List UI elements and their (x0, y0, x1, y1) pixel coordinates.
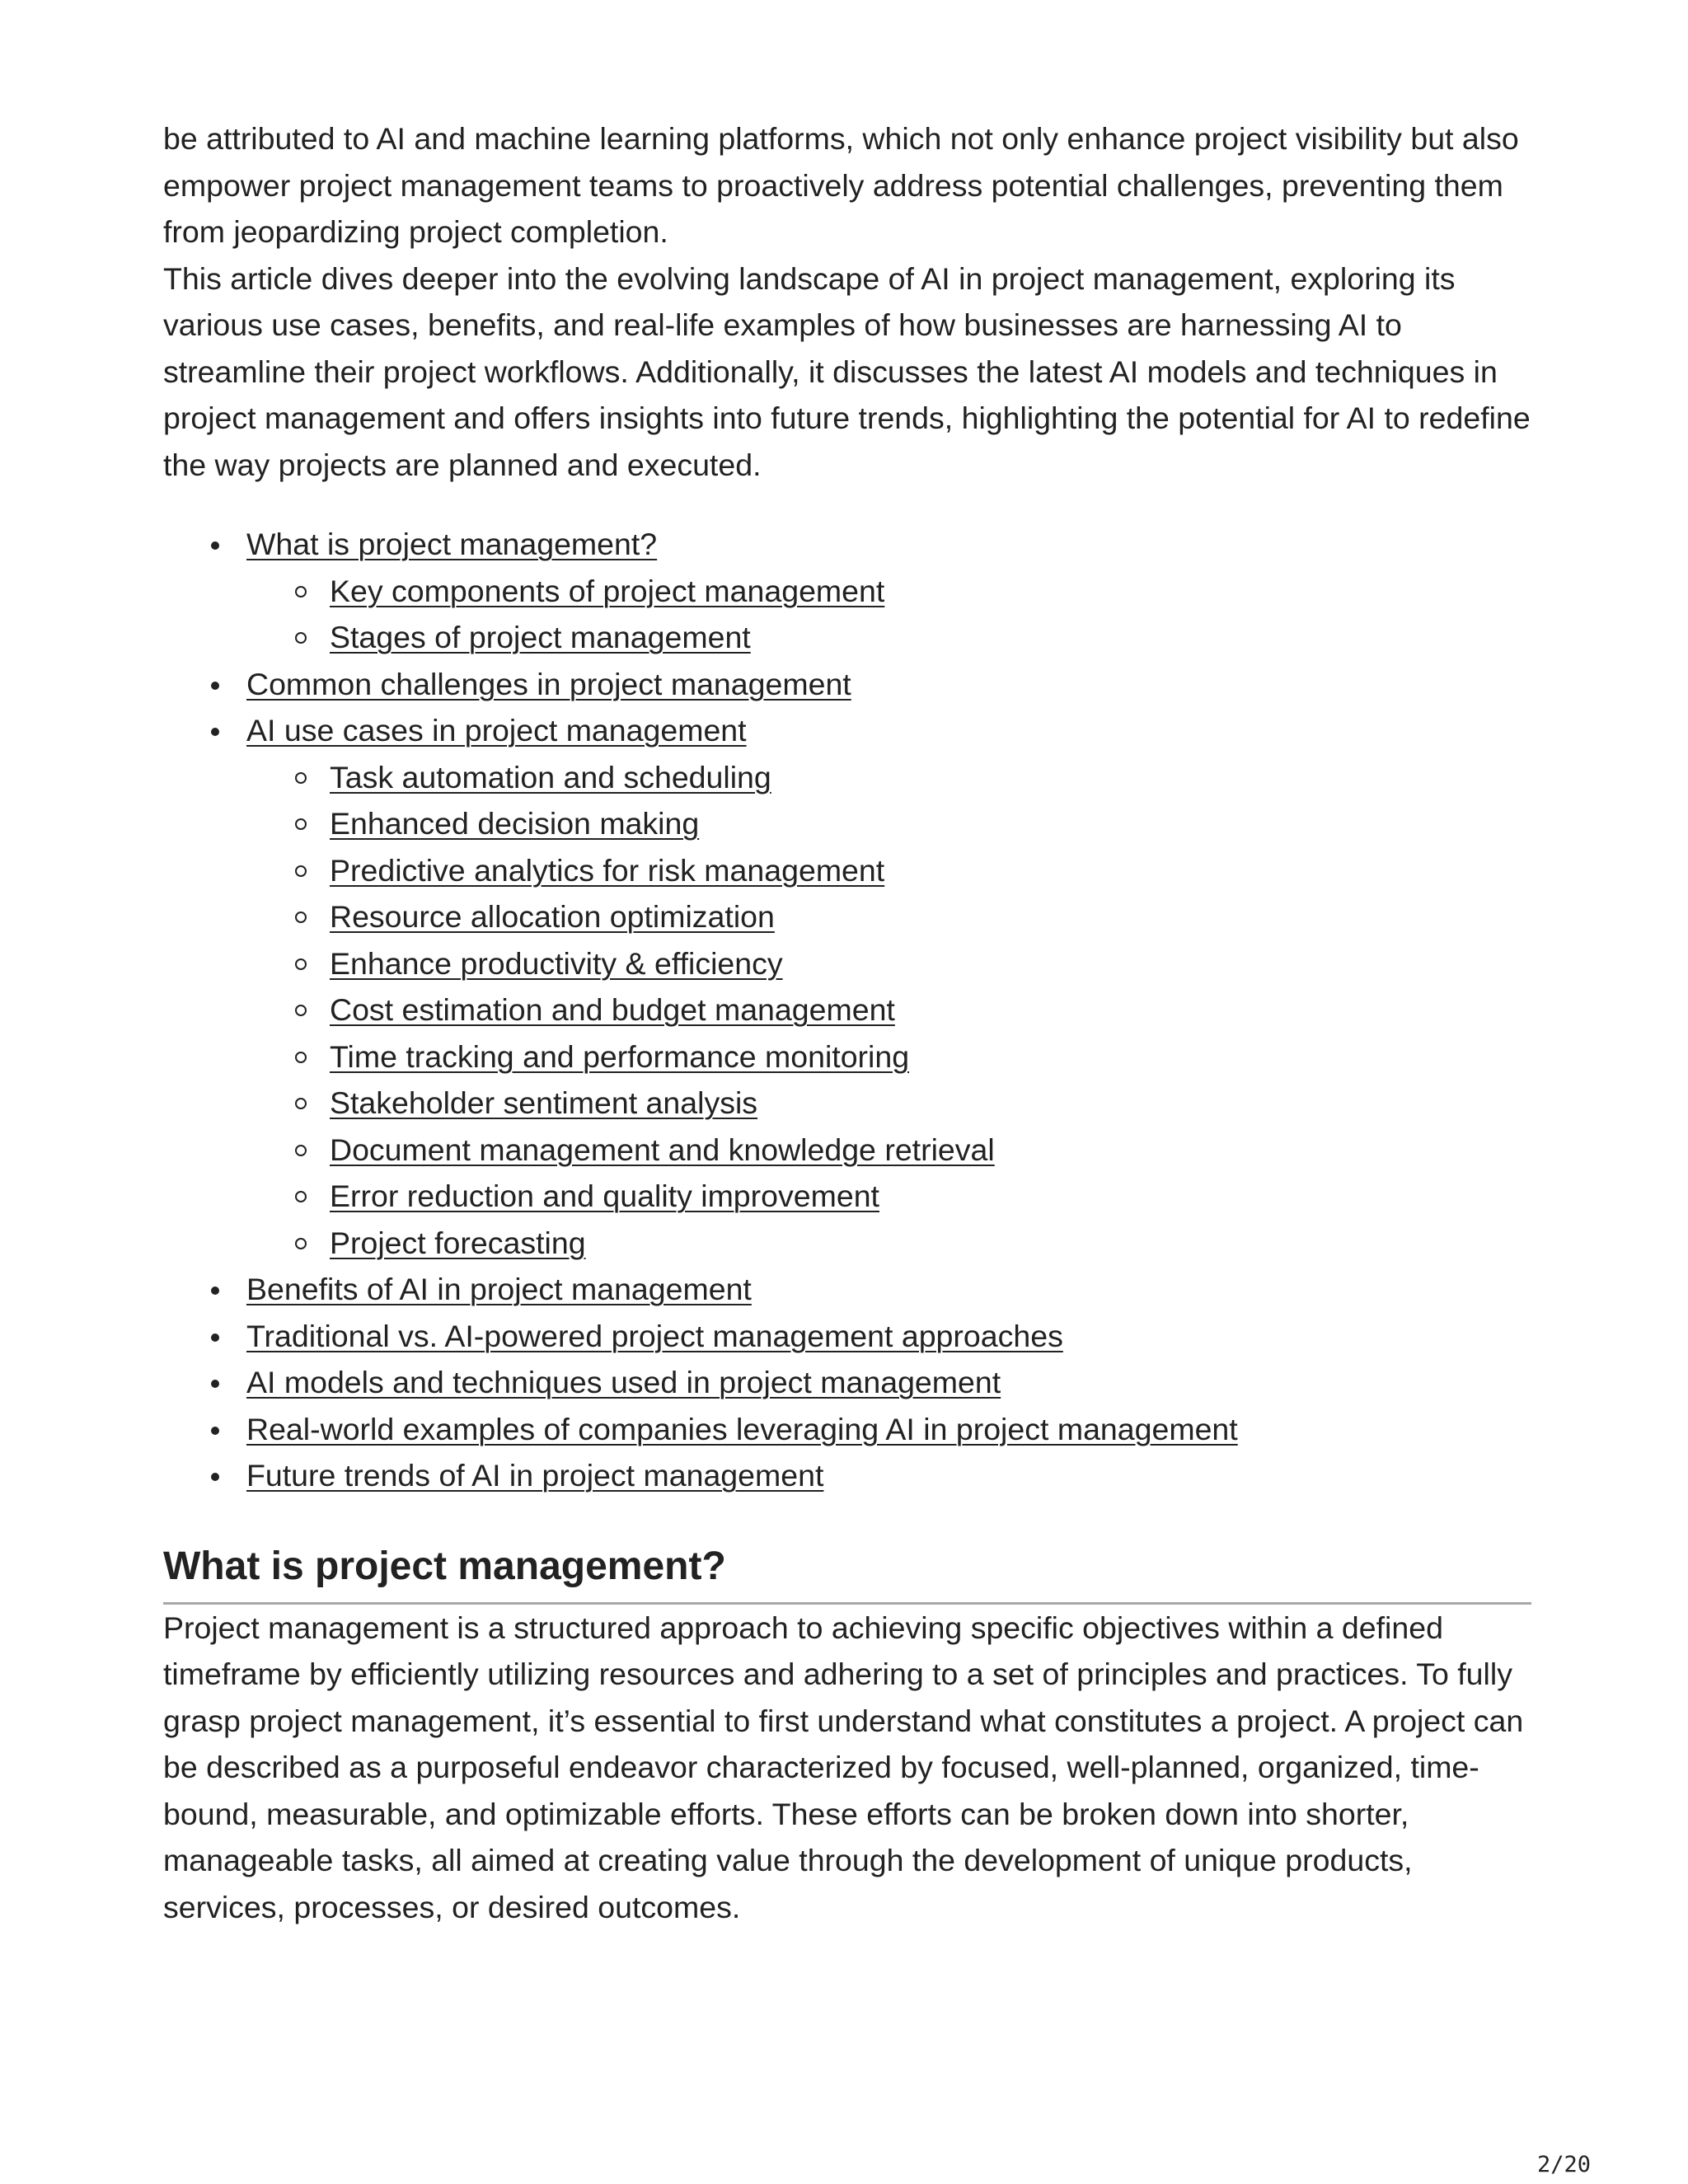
toc-link[interactable]: Real-world examples of companies leveraging AI in project management (246, 1411, 1238, 1446)
toc-sublink[interactable]: Enhance productivity & efficiency (330, 945, 783, 981)
toc-sublink[interactable]: Error reduction and quality improvement (330, 1179, 879, 1213)
article-content (163, 115, 1531, 1930)
toc-sublist (246, 754, 1531, 1267)
toc-sublink[interactable]: Cost estimation and budget management (330, 992, 895, 1027)
toc-item (163, 1452, 1531, 1499)
toc-link[interactable]: AI use cases in project management (246, 713, 747, 748)
section-heading: What is project management? (163, 1542, 1531, 1605)
toc-subitem (246, 1220, 1531, 1267)
toc-item (163, 707, 1531, 1266)
toc-subitem (246, 1173, 1531, 1220)
toc-subitem (246, 847, 1531, 894)
toc-link[interactable]: AI models and techniques used in project management (246, 1365, 1001, 1399)
toc-link[interactable]: Traditional vs. AI-powered project management approaches (246, 1318, 1063, 1353)
toc-sublink[interactable]: Document management and knowledge retrieval (330, 1132, 995, 1167)
toc-subitem (246, 568, 1531, 615)
toc-sublink[interactable]: Task automation and scheduling (330, 759, 771, 794)
toc-subitem (246, 987, 1531, 1033)
toc-subitem (246, 614, 1531, 661)
toc-sublink[interactable]: Stages of project management (330, 620, 751, 654)
toc-subitem (246, 754, 1531, 801)
toc-link[interactable]: What is project management? (246, 527, 658, 561)
toc-sublink[interactable]: Predictive analytics for risk management (330, 852, 885, 888)
toc-sublist (246, 568, 1531, 661)
toc-sublink[interactable]: Key components of project management (330, 573, 885, 608)
toc-item (163, 661, 1531, 708)
toc-link[interactable]: Common challenges in project management (246, 666, 851, 701)
toc-link[interactable]: Future trends of AI in project management (246, 1458, 824, 1493)
toc-link[interactable]: Benefits of AI in project management (246, 1272, 752, 1306)
toc-item (163, 1313, 1531, 1360)
toc-subitem (246, 893, 1531, 940)
toc-subitem (246, 800, 1531, 847)
toc-sublink[interactable]: Stakeholder sentiment analysis (330, 1085, 758, 1120)
toc-sublink[interactable]: Enhanced decision making (330, 806, 700, 841)
toc-sublink[interactable]: Resource allocation optimization (330, 899, 775, 934)
toc-subitem (246, 1033, 1531, 1080)
toc-sublink[interactable]: Project forecasting (330, 1225, 586, 1260)
toc-item (163, 1406, 1531, 1453)
table-of-contents (163, 521, 1531, 1499)
page-number: 2/20 (1536, 2152, 1591, 2177)
toc-sublink[interactable]: Time tracking and performance monitoring (330, 1038, 910, 1074)
toc-subitem (246, 940, 1531, 987)
toc-item (163, 1266, 1531, 1313)
toc-item (163, 521, 1531, 661)
intro-paragraph-2: This article dives deeper into the evolving landscape of AI in project management, exploring its various use cases, benefits, and real-life examples of how businesses are harnessing AI to streamline their project workflows. Additionally, it discusses the latest AI models and techniques in project management and offers insights into future trends, highlighting the potential for AI to redefine the way projects are planned and executed. (163, 260, 1531, 482)
toc-subitem (246, 1080, 1531, 1127)
intro-paragraph-1: be attributed to AI and machine learning platforms, which not only enhance project visibility but also empower project management teams to proactively address potential challenges, preventing them from jeopardizing project completion. (163, 121, 1519, 249)
toc-item (163, 1359, 1531, 1406)
toc-subitem (246, 1127, 1531, 1174)
section-paragraph: Project management is a structured approach to achieving specific objectives within a defined timeframe by efficiently utilizing resources and adhering to a set of principles and practices. To fully grasp project management, it’s essential to first understand what constitutes a project. A project can be described as a purposeful endeavor characterized by focused, well-planned, organized, time-bound, measurable, and optimizable efforts. These efforts can be broken down into shorter, manageable tasks, all aimed at creating value through the development of unique products, services, processes, or desired outcomes. (163, 1610, 1524, 1924)
